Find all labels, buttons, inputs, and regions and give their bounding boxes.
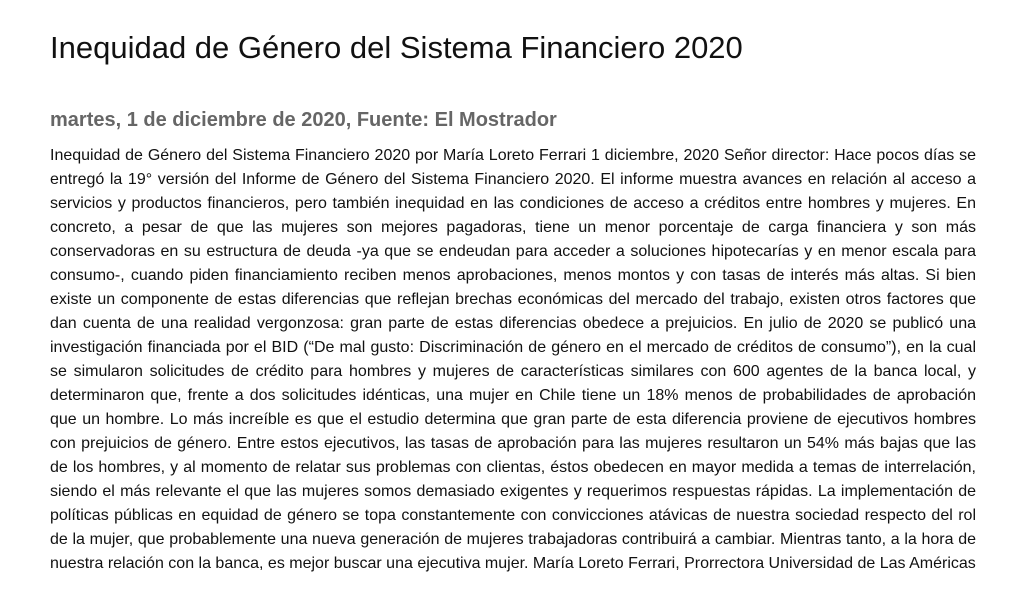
article-title: Inequidad de Género del Sistema Financiero 2020 bbox=[50, 30, 743, 65]
article-body: Inequidad de Género del Sistema Financiero 2020 por María Loreto Ferrari 1 diciembre, 2020 Señor director: Hace pocos días se entregó la 19° versión del Informe de Género del Sistema Financiero 2020. El informe muestra avances en relación al acceso a servicios y productos financieros, pero también inequidad en las condiciones de acceso a créditos entre hombres y mujeres. En concreto, a pesar de que las mujeres son mejores pagadoras, tiene un menor porcentaje de carga financiera y son más conservadoras en su estructura de deuda -ya que se endeudan para acceder a soluciones hipotecarías y en menor escala para consumo-, cuando piden financiamiento reciben menos aprobaciones, menos montos y con tasas de interés más altas. Si bien existe un componente de estas diferencias que reflejan brechas económicas del mercado del trabajo, existen otros factores que dan cuenta de una realidad vergonzosa: gran parte de estas diferencias obedece a prejuicios. En julio de 2020 se publicó una investigación financiada por el BID (“De mal gusto: Discriminación de género en el mercado de créditos de consumo”), en la cual se simularon solicitudes de crédito para hombres y mujeres de características similares con 600 agentes de la banca local, y determinaron que, frente a dos solicitudes idénticas, una mujer en Chile tiene un 18% menos de probabilidades de aprobación que un hombre. Lo más increíble es que el estudio determina que gran parte de esta diferencia proviene de ejecutivos hombres con prejuicios de género. Entre estos ejecutivos, las tasas de aprobación para las mujeres resultaron un 54% más bajas que las de los hombres, y al momento de relatar sus problemas con clientas, éstos obedecen en mayor medida a temas de interrelación, siendo el más relevante el que las mujeres somos demasiado exigentes y requerimos respuestas rápidas. La implementación de políticas públicas en equidad de género se topa constantemente con convicciones atávicas de nuestra sociedad respecto del rol de la mujer, que probablemente una nueva generación de mujeres trabajadoras contribuirá a cambiar. Mientras tanto, a la hora de nuestra relación con la banca, es mejor buscar una ejecutiva mujer. María Loreto Ferrari, Prorrectora Universidad de Las Américas bbox=[50, 147, 976, 572]
article-date-source: martes, 1 de diciembre de 2020, Fuente: El Mostrador bbox=[50, 109, 557, 131]
